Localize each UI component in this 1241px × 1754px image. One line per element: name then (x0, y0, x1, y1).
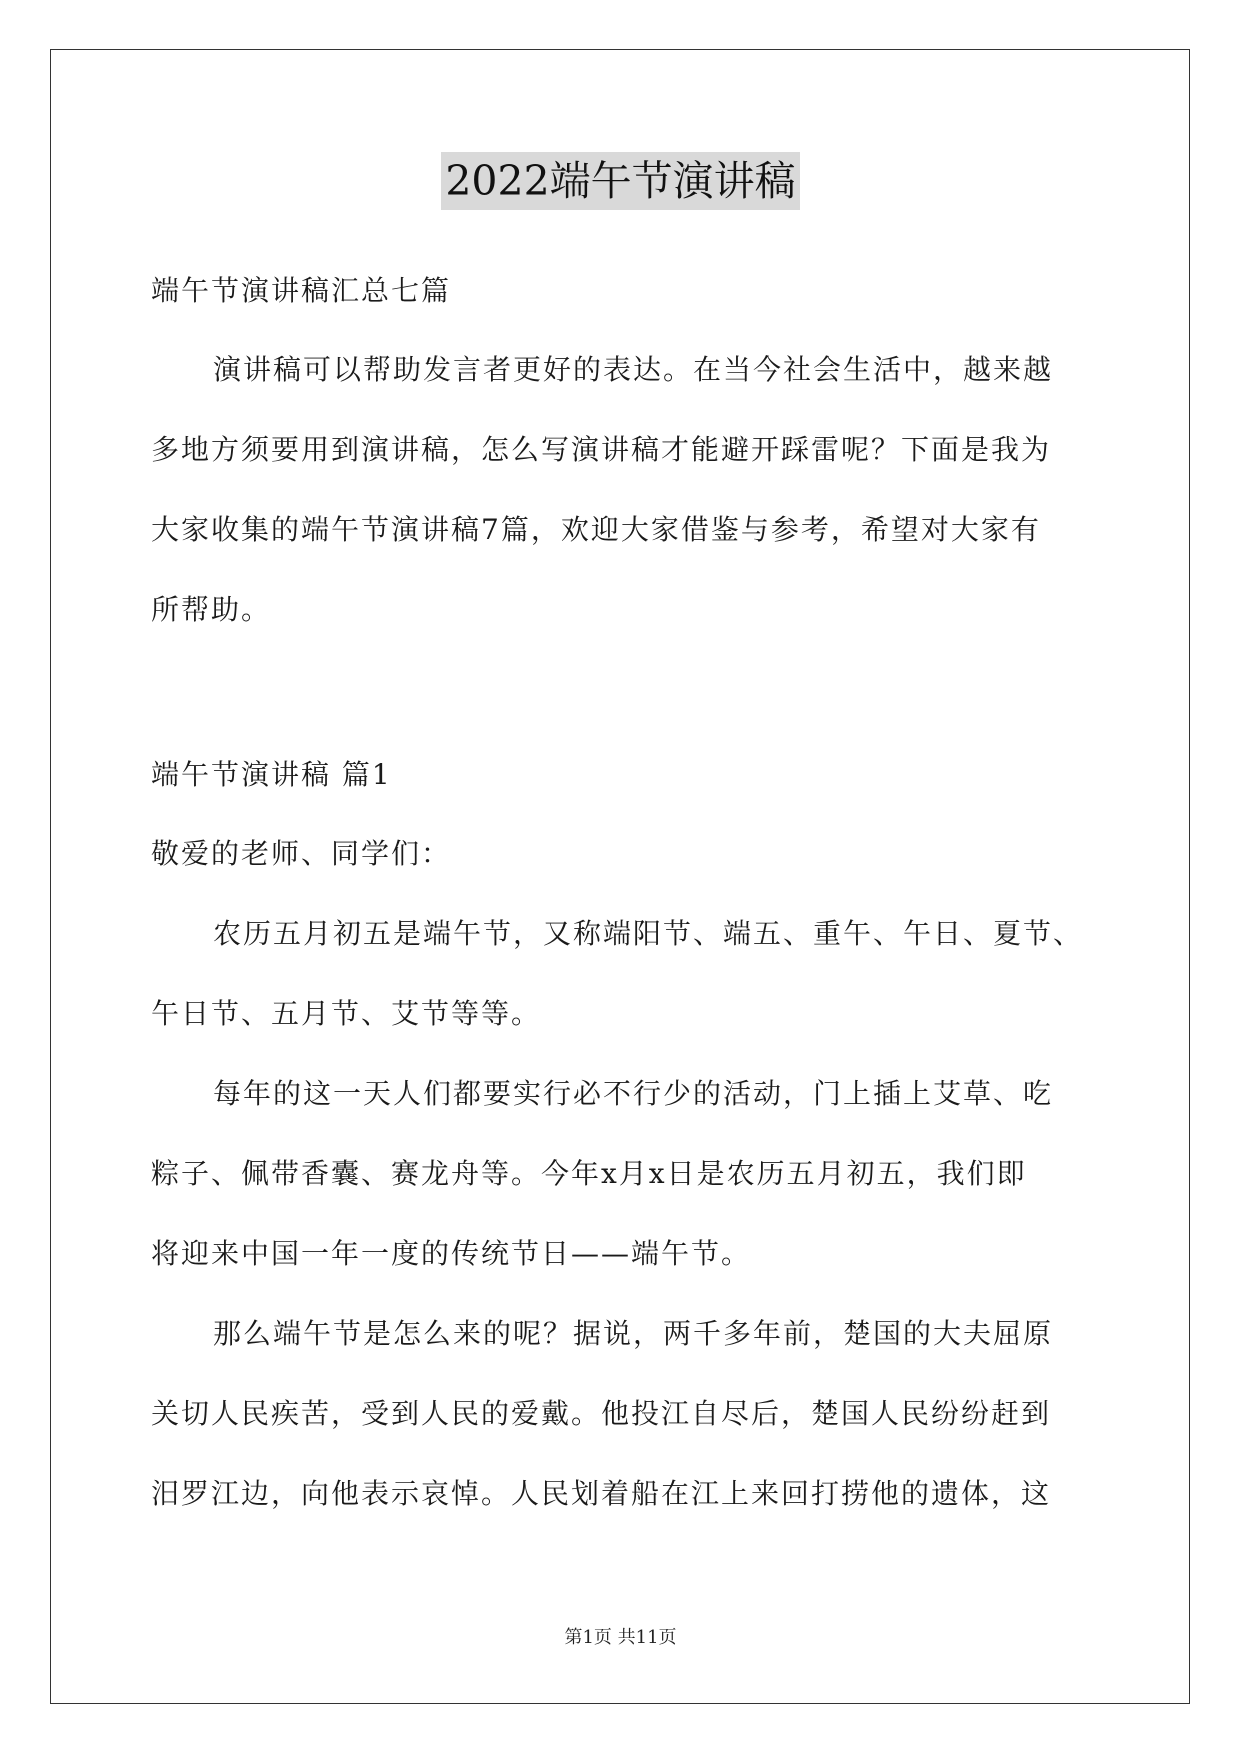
document-title: 2022端午节演讲稿 (441, 152, 799, 210)
intro-line: 演讲稿可以帮助发言者更好的表达。在当今社会生活中，越来越 (213, 353, 1054, 386)
paragraph-line: 午日节、五月节、艾节等等。 (151, 997, 542, 1030)
paragraph-line: 将迎来中国一年一度的传统节日——端午节。 (151, 1237, 752, 1270)
page-number: 第1页 共11页 (564, 1627, 677, 1648)
title-container (0, 152, 1241, 210)
salutation: 敬爱的老师、同学们： (151, 837, 452, 870)
subtitle: 端午节演讲稿汇总七篇 (151, 274, 452, 307)
intro-line: 所帮助。 (151, 593, 272, 626)
intro-line: 大家收集的端午节演讲稿7篇，欢迎大家借鉴与参考，希望对大家有 (151, 513, 1041, 546)
paragraph-line: 关切人民疾苦，受到人民的爱戴。他投江自尽后，楚国人民纷纷赶到 (151, 1397, 1052, 1430)
paragraph-line: 汨罗江边，向他表示哀悼。人民划着船在江上来回打捞他的遗体，这 (151, 1477, 1052, 1510)
paragraph-line: 粽子、佩带香囊、赛龙舟等。今年x月x日是农历五月初五，我们即 (151, 1157, 1027, 1190)
paragraph-line: 那么端午节是怎么来的呢？据说，两千多年前，楚国的大夫屈原 (213, 1317, 1054, 1350)
section-heading: 端午节演讲稿 篇1 (151, 758, 392, 791)
intro-line: 多地方须要用到演讲稿，怎么写演讲稿才能避开踩雷呢？下面是我为 (151, 433, 1052, 466)
paragraph-line: 每年的这一天人们都要实行必不行少的活动，门上插上艾草、吃 (213, 1077, 1054, 1110)
paragraph-line: 农历五月初五是端午节，又称端阳节、端五、重午、午日、夏节、 (213, 917, 1084, 950)
